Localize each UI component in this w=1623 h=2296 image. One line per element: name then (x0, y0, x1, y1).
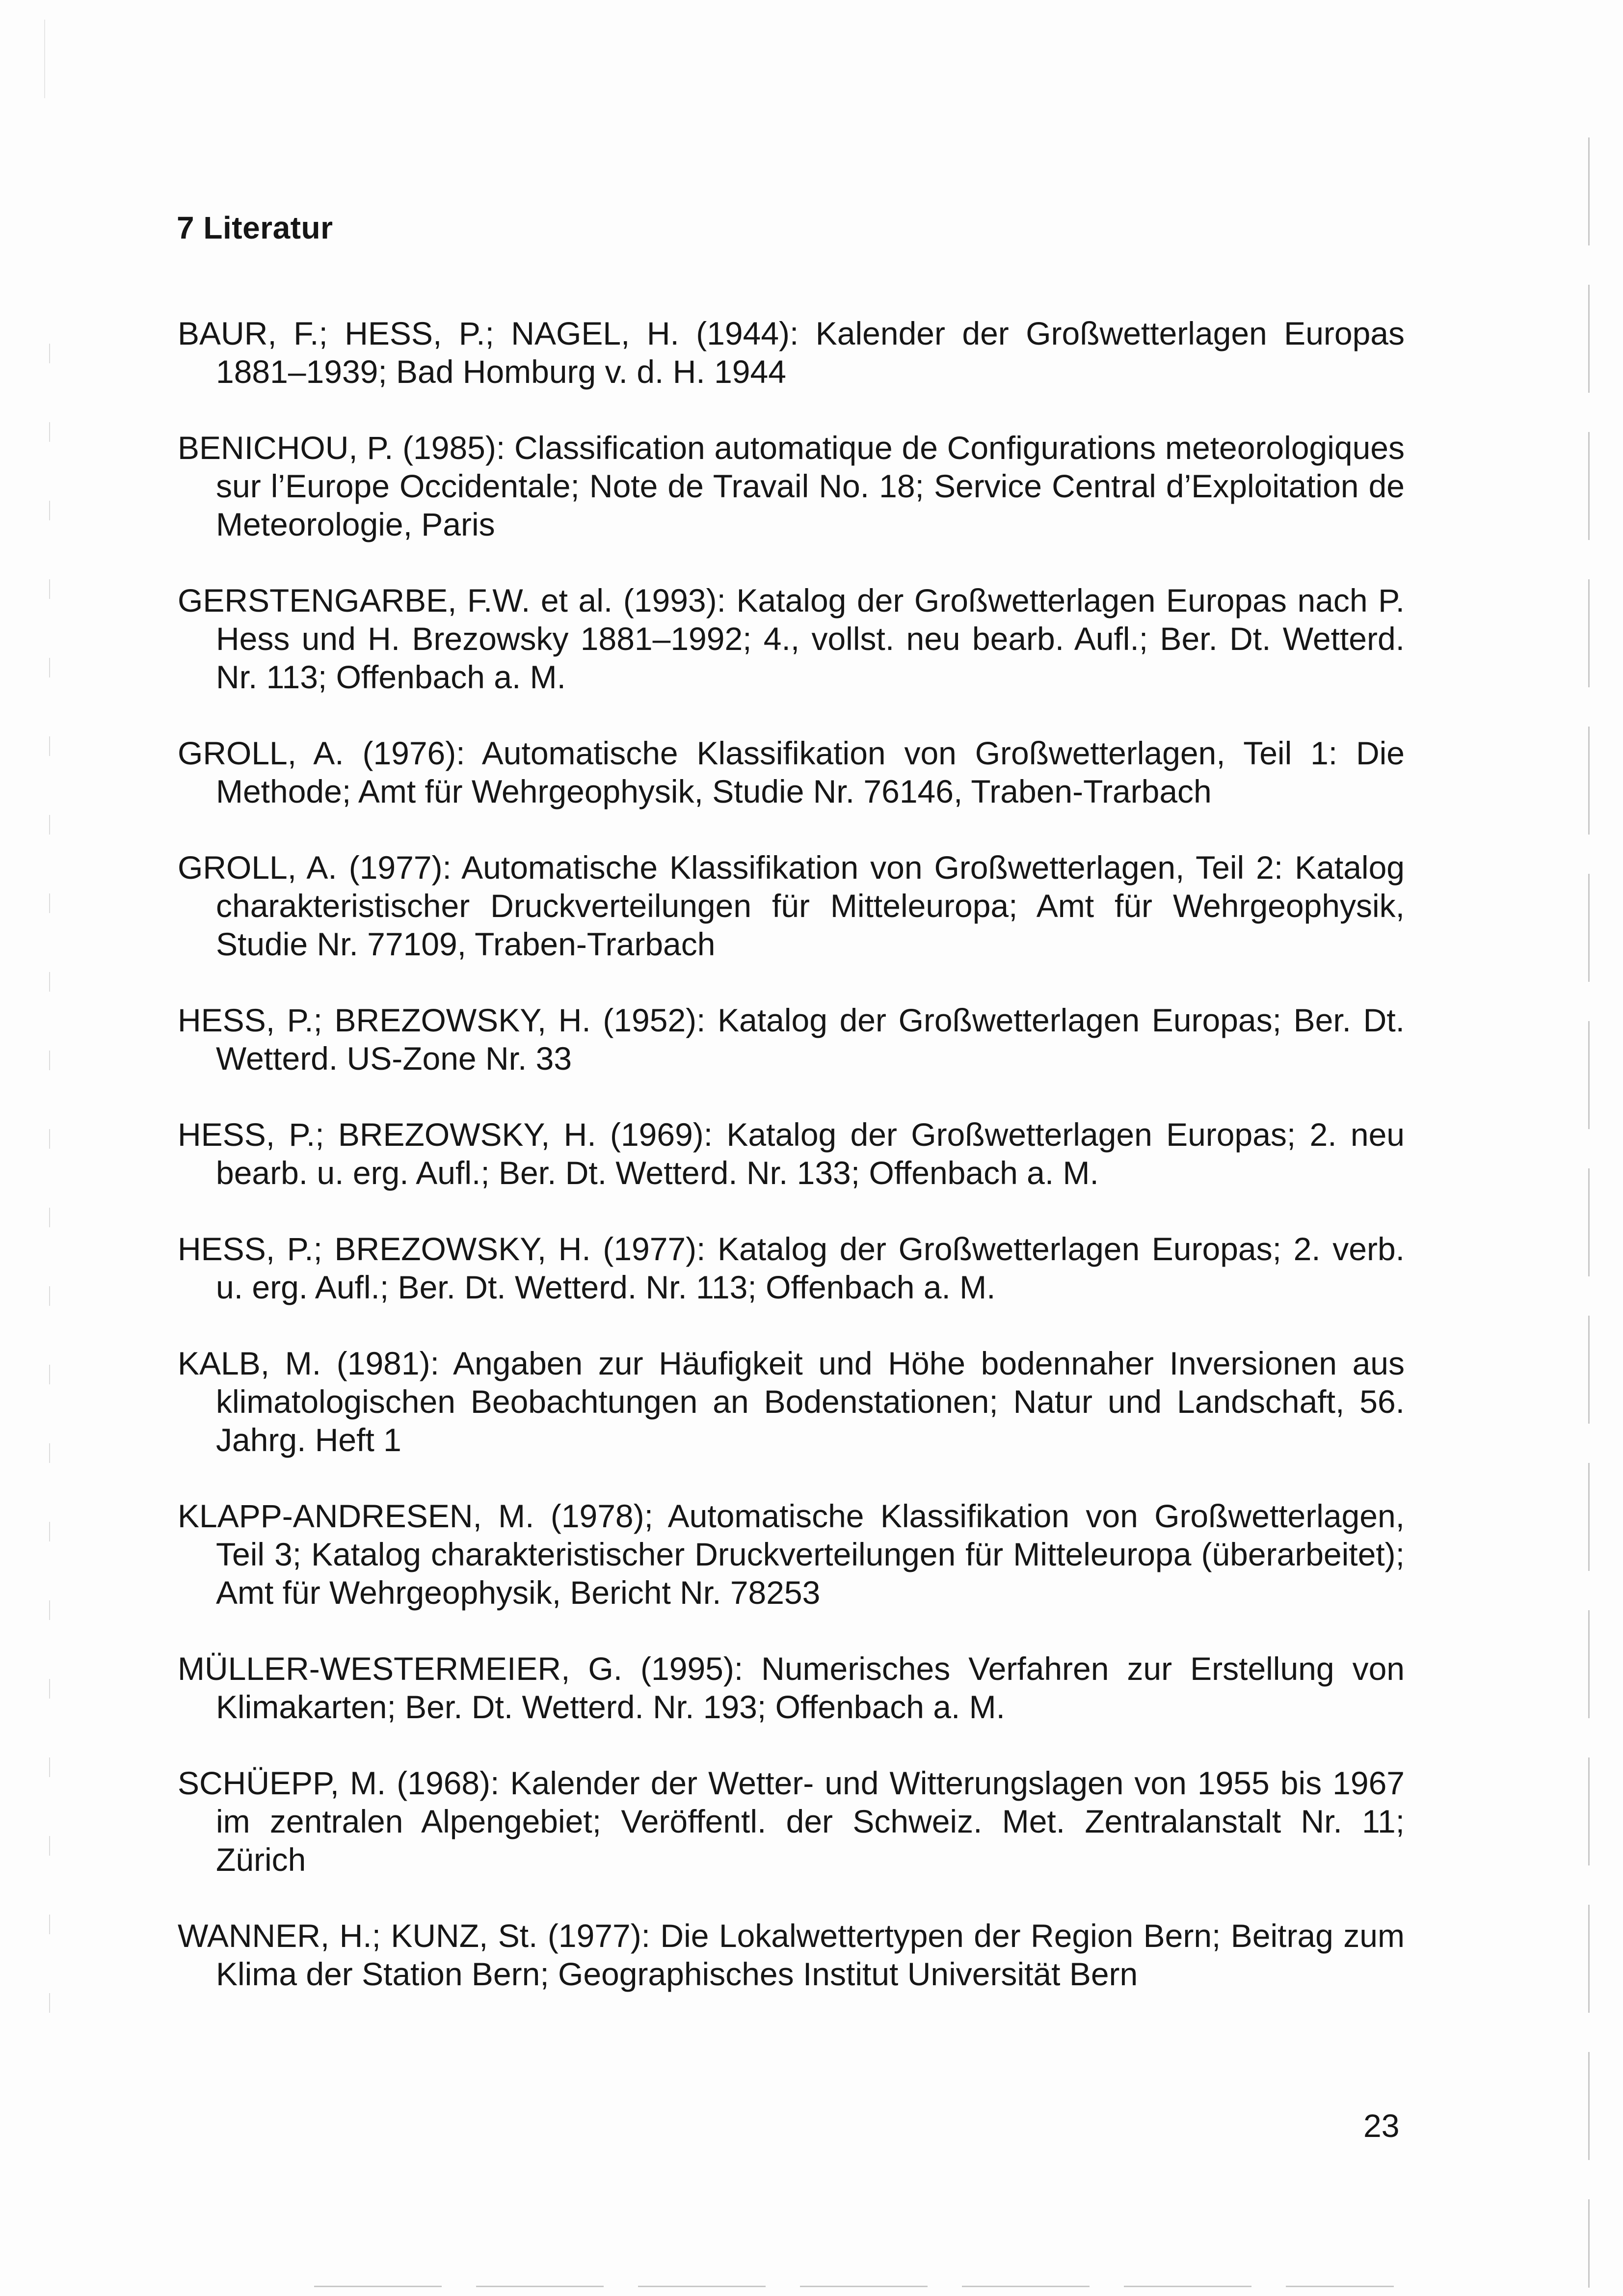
reference-entry-hess-1969: HESS, P.; BREZOWSKY, H. (1969): Katalog der Großwetterlagen Europas; 2. neu bearb. u. erg. Aufl.; Ber. Dt. Wetterd. Nr. 133; Offenbach a. M. (178, 1116, 1405, 1191)
scan-artifact-left (49, 344, 50, 2013)
page-number: 23 (1363, 2107, 1400, 2144)
reference-entry-groll-1977: GROLL, A. (1977): Automatische Klassifikation von Großwetterlagen, Teil 2: Katalog charakteristischer Druckverteilungen für Mitteleuropa; Amt für Wehrgeophysik, Studie Nr. 77109, Traben-Trarbach (178, 849, 1405, 962)
scan-artifact-bottom (314, 2286, 1394, 2287)
scan-artifact-top (44, 20, 45, 98)
reference-entry-hess-1952: HESS, P.; BREZOWSKY, H. (1952): Katalog der Großwetterlagen Europas; Ber. Dt. Wetterd. US-Zone Nr. 33 (178, 1002, 1405, 1077)
reference-entry-benichou-1985: BENICHOU, P. (1985): Classification automatique de Configurations meteorologiques sur l’Europe Occidentale; Note de Travail No. 18; Service Central d’Exploitation de Meteorologie, Paris (178, 430, 1405, 542)
section-heading: 7 Literatur (177, 210, 333, 245)
reference-entry-hess-1977: HESS, P.; BREZOWSKY, H. (1977): Katalog der Großwetterlagen Europas; 2. verb. u. erg. Aufl.; Ber. Dt. Wetterd. Nr. 113; Offenbach a. M. (178, 1231, 1405, 1305)
reference-entry-gerstengarbe-1993: GERSTENGARBE, F.W. et al. (1993): Katalog der Großwetterlagen Europas nach P. Hess und H. Brezowsky 1881–1992; 4., vollst. neu bearb. Aufl.; Ber. Dt. Wetterd. Nr. 113; Offenbach a. M. (178, 582, 1405, 695)
reference-entry-klapp-andresen-1978: KLAPP-ANDRESEN, M. (1978); Automatische Klassifikation von Großwetterlagen, Teil 3; Katalog charakteristischer Druckverteilungen für Mitteleuropa (überarbeitet); Amt für Wehrgeophysik, Bericht Nr. 78253 (178, 1498, 1405, 1611)
reference-entry-baur-1944: BAUR, F.; HESS, P.; NAGEL, H. (1944): Kalender der Großwetterlagen Europas 1881–1939; Bad Homburg v. d. H. 1944 (178, 315, 1405, 390)
reference-entry-kalb-1981: KALB, M. (1981): Angaben zur Häufigkeit und Höhe bodennaher Inversionen aus klimatologischen Beobachtungen an Bodenstationen; Natur und Landschaft, 56. Jahrg. Heft 1 (178, 1345, 1405, 1458)
reference-list (178, 314, 1405, 2031)
reference-entry-schuepp-1968: SCHÜEPP, M. (1968): Kalender der Wetter- und Witterungslagen von 1955 bis 1967 im zentralen Alpengebiet; Veröffentl. der Schweiz. Met. Zentralanstalt Nr. 11; Zürich (178, 1765, 1405, 1878)
reference-entry-groll-1976: GROLL, A. (1976): Automatische Klassifikation von Großwetterlagen, Teil 1: Die Methode; Amt für Wehrgeophysik, Studie Nr. 76146, Traben-Trarbach (178, 735, 1405, 810)
reference-entry-mueller-westermeier-1995: MÜLLER-WESTERMEIER, G. (1995): Numerisches Verfahren zur Erstellung von Klimakarten; Ber. Dt. Wetterd. Nr. 193; Offenbach a. M. (178, 1650, 1405, 1725)
scan-artifact-right (1588, 137, 1590, 2288)
reference-entry-wanner-1977: WANNER, H.; KUNZ, St. (1977): Die Lokalwettertypen der Region Bern; Beitrag zum Klima der Station Bern; Geographisches Institut Universität Bern (178, 1918, 1405, 1992)
